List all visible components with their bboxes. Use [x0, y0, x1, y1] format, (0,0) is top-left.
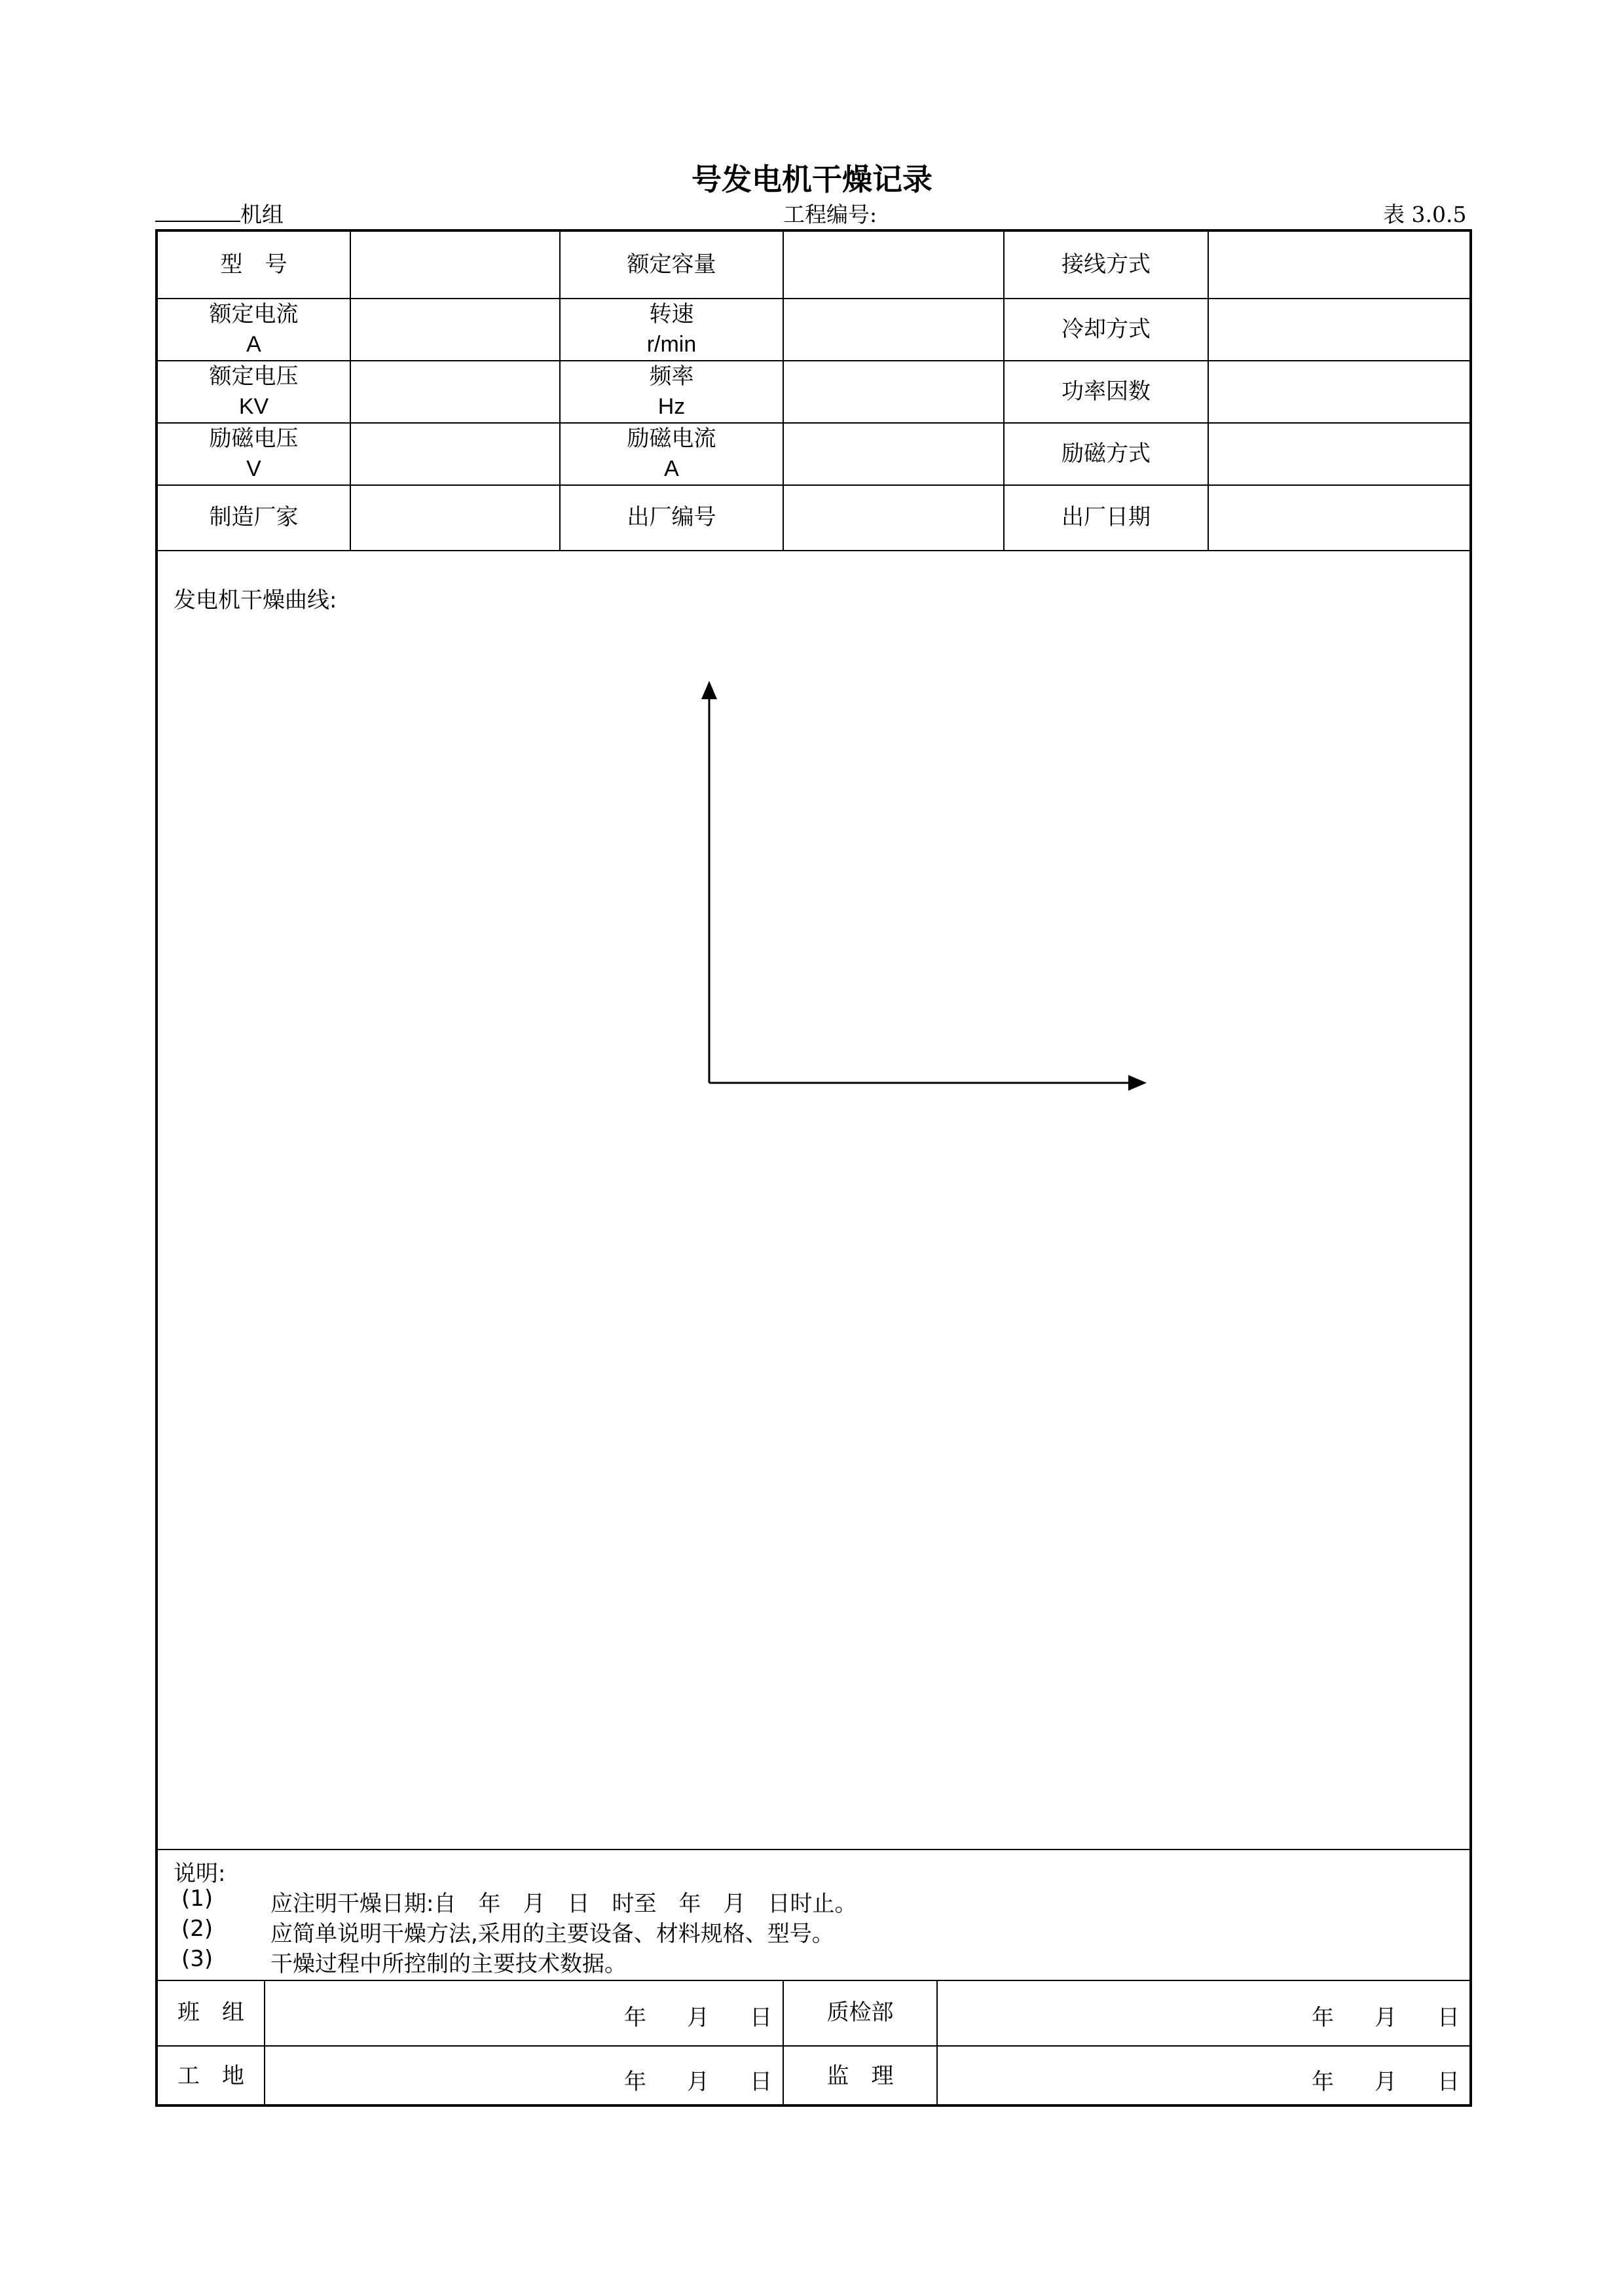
day-label: 日 — [1437, 2069, 1460, 2095]
supervision-date[interactable] — [1271, 2064, 1460, 2096]
note-text: 应简单说明干燥方法,采用的主要设备、材料规格、型号。 — [270, 1921, 834, 1947]
unit-field[interactable] — [155, 198, 284, 228]
x-axis-arrow — [709, 1075, 1147, 1091]
value-excitation-mode[interactable] — [1209, 424, 1469, 484]
label-text: 频率 — [649, 363, 694, 390]
label-rated-voltage — [158, 361, 350, 422]
month-label: 月 — [687, 2005, 709, 2031]
label-frequency — [561, 361, 783, 422]
qc-date[interactable] — [1271, 1999, 1460, 2032]
unit-text: r/min — [646, 331, 697, 357]
note-text: 干燥过程中所控制的主要技术数据。 — [270, 1951, 627, 1977]
value-frequency[interactable] — [784, 361, 1003, 422]
label-excitation-mode — [1005, 424, 1208, 484]
unit-text: Hz — [657, 393, 686, 419]
label-text: 励磁电压 — [209, 425, 299, 452]
axes-diagram — [688, 677, 1147, 1096]
unit-text: KV — [238, 393, 269, 419]
y-axis-arrow — [701, 681, 717, 1083]
team-date[interactable] — [583, 1999, 772, 2032]
value-cooling-mode[interactable] — [1209, 299, 1469, 360]
label-text: 冷却方式 — [1061, 316, 1151, 342]
label-text: 励磁方式 — [1061, 440, 1151, 467]
label-excitation-current — [561, 424, 783, 484]
project-no-label: 工程编号: — [783, 202, 877, 227]
label-manufacturer — [158, 486, 350, 550]
label-text: 励磁电流 — [627, 425, 716, 452]
label-model — [158, 232, 350, 298]
value-excitation-voltage[interactable] — [351, 424, 559, 484]
value-serial-no[interactable] — [784, 486, 1003, 550]
label-rated-current — [158, 299, 350, 360]
label-serial-no — [561, 486, 783, 550]
day-label: 日 — [1437, 2005, 1460, 2031]
unit-suffix: 机组 — [240, 202, 284, 227]
value-excitation-current[interactable] — [784, 424, 1003, 484]
label-excitation-voltage — [158, 424, 350, 484]
label-text: 制造厂家 — [209, 504, 299, 531]
label-text: 功率因数 — [1061, 378, 1151, 405]
notes-heading: 说明: — [174, 1861, 226, 1887]
label-text: 型 号 — [220, 251, 287, 278]
value-connection-mode[interactable] — [1209, 232, 1469, 298]
value-manufacturer[interactable] — [351, 486, 559, 550]
label-manufacture-date — [1005, 486, 1208, 550]
label-text: 监 理 — [826, 2063, 894, 2090]
label-text: 出厂日期 — [1061, 504, 1151, 531]
note-number: (1) — [181, 1886, 213, 1912]
divider — [158, 550, 1469, 551]
unit-text: A — [664, 456, 679, 481]
label-team — [158, 1981, 264, 2045]
value-model[interactable] — [351, 232, 559, 298]
site-date[interactable] — [583, 2064, 772, 2096]
divider — [158, 1849, 1469, 1850]
value-manufacture-date[interactable] — [1209, 486, 1469, 550]
day-label: 日 — [750, 2005, 772, 2031]
label-power-factor — [1005, 361, 1208, 422]
label-text: 质检部 — [826, 1999, 894, 2026]
document-title: 号发电机干燥记录 — [692, 162, 932, 197]
value-rated-current[interactable] — [351, 299, 559, 360]
label-connection-mode — [1005, 232, 1208, 298]
divider — [264, 1980, 265, 2107]
value-power-factor[interactable] — [1209, 361, 1469, 422]
day-label: 日 — [750, 2069, 772, 2095]
label-text: 额定电流 — [209, 301, 299, 327]
note-text: 应注明干燥日期:自 年 月 日 时至 年 月 日时止。 — [270, 1891, 857, 1917]
form-frame — [155, 229, 1472, 2107]
label-text: 额定电压 — [209, 363, 299, 390]
year-label: 年 — [1312, 2005, 1334, 2031]
label-text: 班 组 — [177, 1999, 244, 2026]
label-qc-dept — [784, 1981, 936, 2045]
value-rated-voltage[interactable] — [351, 361, 559, 422]
label-text: 额定容量 — [627, 251, 716, 278]
month-label: 月 — [687, 2069, 709, 2095]
label-cooling-mode — [1005, 299, 1208, 360]
value-speed[interactable] — [784, 299, 1003, 360]
year-label: 年 — [624, 2005, 646, 2031]
note-number: (2) — [181, 1916, 213, 1942]
label-rated-capacity — [561, 232, 783, 298]
label-supervision — [784, 2047, 936, 2107]
unit-text: A — [246, 331, 261, 357]
label-speed — [561, 299, 783, 360]
label-text: 转速 — [649, 301, 694, 327]
year-label: 年 — [1312, 2069, 1334, 2095]
unit-blank-line — [155, 201, 240, 222]
value-rated-capacity[interactable] — [784, 232, 1003, 298]
curve-label: 发电机干燥曲线: — [174, 587, 337, 613]
year-label: 年 — [624, 2069, 646, 2095]
unit-text: V — [246, 456, 261, 481]
month-label: 月 — [1375, 2005, 1397, 2031]
label-text: 出厂编号 — [627, 504, 716, 531]
label-text: 工 地 — [177, 2063, 244, 2090]
label-text: 接线方式 — [1061, 251, 1151, 278]
month-label: 月 — [1375, 2069, 1397, 2095]
note-number: (3) — [181, 1946, 213, 1972]
table-no: 表 3.0.5 — [1383, 202, 1467, 227]
label-site — [158, 2047, 264, 2107]
divider — [936, 1980, 938, 2107]
